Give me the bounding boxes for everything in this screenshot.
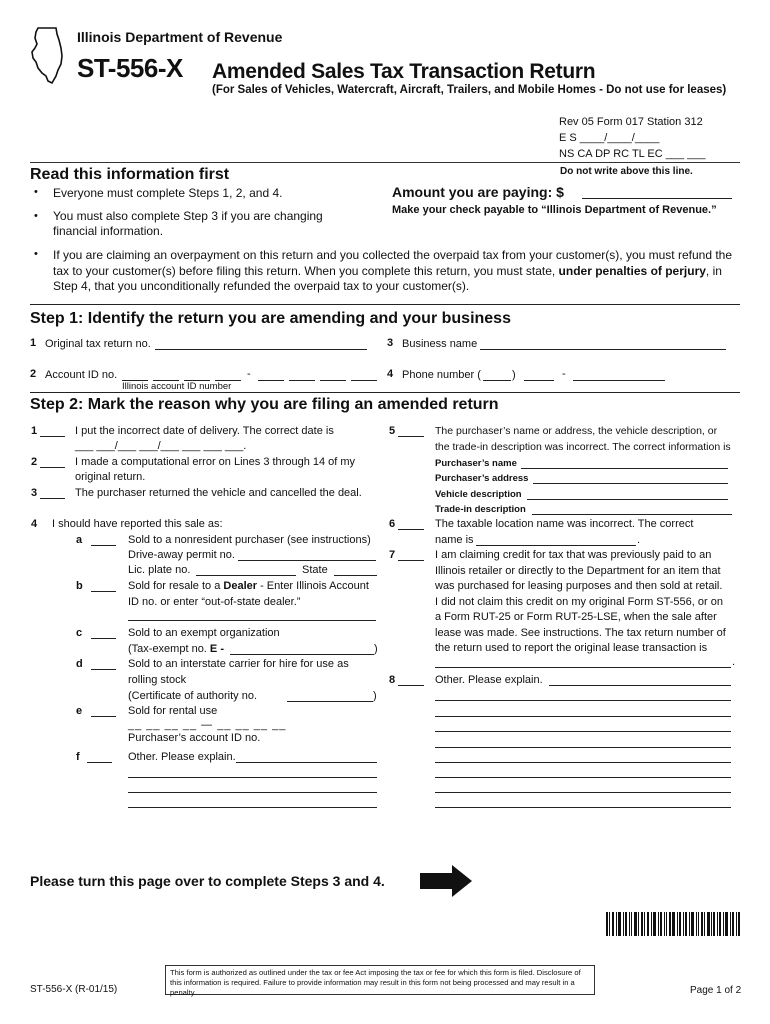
reason-8-explain-field[interactable]: [435, 731, 731, 732]
paren: ): [512, 369, 516, 381]
taxable-location-field[interactable]: [476, 545, 636, 546]
option-b-text: Sold for resale to a Dealer - Enter Illinois Account: [128, 580, 369, 592]
purchaser-account-label: Purchaser’s account ID no.: [128, 732, 261, 744]
check-payable-note: Make your check payable to “Illinois Department of Revenue.”: [392, 204, 717, 216]
reason-number: 6: [389, 518, 396, 530]
other-explain-field[interactable]: [236, 762, 377, 763]
reason-1-text: I put the incorrect date of delivery. The correct date is: [75, 425, 334, 437]
purchaser-name-field[interactable]: [521, 468, 728, 469]
office-use-line2: E S ____/____/____: [559, 132, 660, 144]
bullet-icon: •: [34, 248, 38, 260]
tax-exempt-field[interactable]: [230, 654, 374, 655]
option-e-checkbox[interactable]: [91, 716, 116, 717]
certificate-field[interactable]: [287, 701, 373, 702]
purchaser-address-field[interactable]: [533, 483, 728, 484]
reason-8-explain-field[interactable]: [435, 807, 731, 808]
page-number: Page 1 of 2: [690, 985, 742, 996]
reason-8-explain-field[interactable]: [435, 762, 731, 763]
option-e-text: Sold for rental use: [128, 705, 218, 717]
reason-6-text: name is: [435, 534, 474, 546]
tradein-description-label: Trade-in description: [435, 504, 526, 515]
dash: -: [247, 368, 251, 380]
reason-8-explain-field[interactable]: [435, 700, 731, 701]
divider: [30, 162, 740, 163]
field-number: 4: [387, 368, 394, 380]
reason-2-text: original return.: [75, 471, 146, 483]
option-letter: b: [76, 580, 83, 592]
option-c-checkbox[interactable]: [91, 638, 116, 639]
account-id-label: Account ID no.: [45, 369, 118, 381]
purchaser-address-label: Purchaser’s address: [435, 473, 529, 484]
option-b-checkbox[interactable]: [91, 591, 116, 592]
reason-7-text: the return used to report the original lease transaction is: [435, 642, 708, 654]
step1-heading: Step 1: Identify the return you are amending and your business: [30, 310, 511, 327]
reason-5-text: The purchaser’s name or address, the vehicle description, or: [435, 425, 718, 437]
do-not-write-note: Do not write above this line.: [560, 166, 693, 177]
reason-7-checkbox[interactable]: [398, 560, 424, 561]
reason-number: 7: [389, 549, 396, 561]
form-subtitle: (For Sales of Vehicles, Watercraft, Aircraft, Trailers, and Mobile Homes - Do not use for leases): [212, 84, 727, 96]
option-b-text: ID no. or enter “out-of-state dealer.”: [128, 596, 301, 608]
other-explain-field[interactable]: [128, 807, 377, 808]
field-number: 1: [30, 337, 37, 349]
office-use-line1: Rev 05 Form 017 Station 312: [559, 116, 703, 128]
lic-plate-field[interactable]: [196, 575, 296, 576]
reason-8-explain-field[interactable]: [435, 792, 731, 793]
reason-4-text: I should have reported this sale as:: [52, 518, 223, 530]
original-return-field[interactable]: [155, 349, 367, 350]
reason-8-text: Other. Please explain.: [435, 674, 543, 686]
office-use-line3: NS CA DP RC TL EC ___ ___: [559, 148, 706, 160]
reason-number: 1: [31, 425, 38, 437]
step2-heading: Step 2: Mark the reason why you are filing an amended return: [30, 396, 499, 413]
purchaser-name-label: Purchaser’s name: [435, 458, 517, 469]
reason-number: 8: [389, 674, 396, 686]
reason-number: 2: [31, 456, 38, 468]
tax-exempt-label: (Tax-exempt no. E -: [128, 643, 224, 655]
option-c-text: Sold to an exempt organization: [128, 627, 280, 639]
purchaser-account-field[interactable]: __ __ __ __ — __ __ __ __: [128, 719, 287, 731]
reason-number: 5: [389, 425, 396, 437]
paren: ): [374, 643, 378, 655]
period: .: [732, 656, 736, 668]
amount-label: Amount you are paying: $: [392, 184, 564, 200]
phone-label: Phone number (: [402, 369, 481, 381]
bullet-icon: •: [34, 210, 38, 222]
option-letter: c: [76, 627, 83, 639]
reason-3-checkbox[interactable]: [40, 498, 65, 499]
disclosure-notice: This form is authorized as outlined under the tax or fee Act imposing the tax or fee for which this form is filed. Disclosure of this information is required. Failure to provide information may result in this form not being processed and may result in a penalty.: [165, 965, 595, 995]
lic-plate-label: Lic. plate no.: [128, 564, 191, 576]
form-title: Amended Sales Tax Transaction Return: [212, 60, 596, 83]
other-explain-field[interactable]: [128, 777, 377, 778]
info-bullet-2: You must also complete Step 3 if you are changing financial information.: [53, 209, 323, 238]
option-a-checkbox[interactable]: [91, 545, 116, 546]
vehicle-description-field[interactable]: [527, 499, 728, 500]
reason-1-checkbox[interactable]: [40, 436, 65, 437]
business-name-label: Business name: [402, 338, 478, 350]
business-name-field[interactable]: [480, 349, 726, 350]
field-number: 3: [387, 337, 394, 349]
reason-7-text: I did not claim this credit on my original Form ST-556, or on: [435, 596, 723, 608]
divider: [30, 304, 740, 305]
option-d-text: Sold to an interstate carrier for hire for use as: [128, 658, 349, 670]
state-label: State: [302, 564, 328, 576]
reason-5-checkbox[interactable]: [398, 436, 424, 437]
other-explain-field[interactable]: [128, 792, 377, 793]
phone-area-code-field[interactable]: [483, 380, 511, 381]
phone-line-field[interactable]: [573, 380, 665, 381]
driveaway-permit-label: Drive-away permit no.: [128, 549, 235, 561]
option-d-checkbox[interactable]: [91, 669, 116, 670]
correct-date-field[interactable]: ___ ___/___ ___/___ ___ ___ ___.: [75, 440, 247, 452]
reason-2-text: I made a computational error on Lines 3 through 14 of my: [75, 456, 356, 468]
state-field[interactable]: [334, 575, 377, 576]
driveaway-permit-field[interactable]: [238, 560, 376, 561]
reason-number: 3: [31, 487, 38, 499]
illinois-state-icon: [28, 26, 66, 86]
reason-7-text: I am claiming credit for tax that was previously paid to an: [435, 549, 712, 561]
vehicle-description-label: Vehicle description: [435, 489, 522, 500]
reason-number: 4: [31, 518, 38, 530]
original-return-label: Original tax return no.: [45, 338, 151, 350]
reason-7-text: was purchased for leasing purposes and then sold at retail.: [435, 580, 723, 592]
reason-3-text: The purchaser returned the vehicle and cancelled the deal.: [75, 487, 362, 499]
info-bullet-3: If you are claiming an overpayment on this return and you collected the overpaid tax from your customer(s), you must refund the tax to your customer(s) before filing this return. When you complete this return, you must state, under penalties of perjury, in Step 4, that you unconditionally refunded the overpaid tax to your customer(s).: [53, 248, 733, 293]
option-letter: e: [76, 705, 83, 717]
option-letter: d: [76, 658, 83, 670]
form-revision: ST-556-X (R-01/15): [30, 984, 118, 995]
option-letter: a: [76, 534, 83, 546]
info-heading: Read this information first: [30, 166, 230, 183]
reason-7-text: Illinois retailer or directly to the Department for an item that: [435, 565, 721, 577]
reason-7-text: a Form RUT-25 or Form RUT-25-LSE, when the sale after: [435, 611, 717, 623]
option-a-text: Sold to a nonresident purchaser (see instructions): [128, 534, 371, 546]
arrow-right-icon: [418, 864, 474, 898]
option-f-text: Other. Please explain.: [128, 751, 236, 763]
reason-6-text: The taxable location name was incorrect. The correct: [435, 518, 694, 530]
reason-8-checkbox[interactable]: [398, 685, 424, 686]
reason-7-text: lease was made. See instructions. The tax return number of: [435, 627, 726, 639]
option-letter: f: [76, 751, 80, 763]
phone-prefix-field[interactable]: [524, 380, 554, 381]
period: .: [637, 534, 641, 546]
dealer-account-field[interactable]: [128, 620, 376, 621]
reason-8-explain-field[interactable]: [435, 716, 731, 717]
amount-field[interactable]: [582, 198, 732, 199]
option-f-checkbox[interactable]: [87, 762, 112, 763]
tradein-description-field[interactable]: [532, 514, 732, 515]
paren: ): [373, 690, 377, 702]
account-id-sublabel: Illinois account ID number: [122, 381, 232, 392]
reason-2-checkbox[interactable]: [40, 467, 65, 468]
dash: -: [562, 368, 566, 380]
agency-name: Illinois Department of Revenue: [77, 29, 283, 45]
option-d-text: rolling stock: [128, 674, 187, 686]
reason-5-text: the trade-in description was incorrect. The correct information is: [435, 441, 731, 453]
certificate-label: (Certificate of authority no.: [128, 690, 258, 702]
field-number: 2: [30, 368, 37, 380]
reason-8-explain-field[interactable]: [435, 777, 731, 778]
bullet-icon: •: [34, 186, 38, 198]
lease-return-number-field[interactable]: [435, 667, 731, 668]
form-number: ST-556-X: [77, 53, 183, 83]
reason-6-checkbox[interactable]: [398, 529, 424, 530]
reason-8-explain-field[interactable]: [435, 747, 731, 748]
info-bullet-1: Everyone must complete Steps 1, 2, and 4.: [53, 186, 283, 200]
reason-8-explain-field[interactable]: [549, 685, 731, 686]
barcode: [606, 912, 740, 936]
turn-over-note: Please turn this page over to complete Steps 3 and 4.: [30, 873, 385, 889]
divider: [30, 392, 740, 393]
